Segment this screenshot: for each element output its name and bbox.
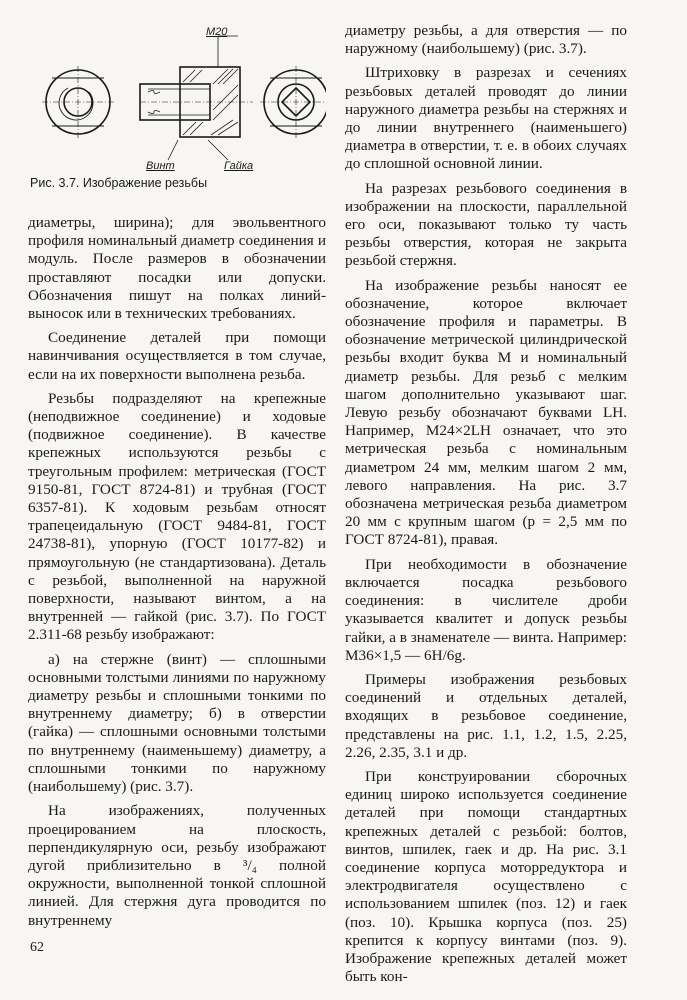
thread-drawing bbox=[28, 22, 326, 172]
figure-caption: Рис. 3.7. Изображение резьбы bbox=[30, 176, 208, 190]
paragraph: При необходимости в обозначение включается посадка резьбового соединения: в числителе дроби указывается квалитет и допуск резьбы гайки, а в знаменателе — винта. Например: M36×1,5 — 6H/6g. bbox=[345, 555, 627, 664]
paragraph: Штриховку в разрезах и сечениях резьбовых деталей проводят до линии наружного диаметра резьбы на стержнях и до линии внутреннего (наименьшего) диаметра в отверстии, т. е. в обоих случаях до сплошной основной линии. bbox=[345, 64, 627, 173]
paragraph: На разрезах резьбового соединения в изображении на плоскости, параллельной его оси, показывают только ту часть резьбы отверстия, которая не закрыта резьбой стержня. bbox=[345, 179, 627, 270]
paragraph: При конструировании сборочных единиц широко используется соединение деталей при помощи стандартных крепежных деталей с резьбой: болтов, винтов, шпилек, гаек и др. На рис. 3.1 соединение корпуса моторредуктора и электродвигателя осуществлено с использованием шпилек (поз. 12) и гаек (поз. 10). Крышка корпуса (поз. 25) крепится к корпусу винтами (поз. 9). Изображение крепежных деталей может быть кон- bbox=[345, 767, 627, 986]
left-column bbox=[28, 214, 326, 930]
paragraph: Примеры изображения резьбовых соединений и отдельных деталей, входящих в резьбовое соединение, представлены на рис. 1.1, 1.2, 1.5, 2.25, 2.26, 2.35, 3.1 и др. bbox=[345, 670, 627, 761]
paragraph: диаметру резьбы, а для отверстия — по наружному (наибольшему) (рис. 3.7). bbox=[345, 22, 627, 58]
right-column bbox=[345, 22, 627, 986]
screw-label: Винт bbox=[146, 160, 175, 172]
thread-figure bbox=[28, 22, 326, 187]
paragraph: Соединение деталей при помощи навинчивания осуществляется в том случае, если на их поверхности выполнена резьба. bbox=[28, 329, 326, 383]
page-number: 62 bbox=[30, 940, 44, 955]
paragraph: На изображение резьбы наносят ее обозначение, которое включает обозначение профиля и параметры. В обозначение метрической цилиндрической резьбы входит буква М и номинальный диаметр резьбы. Для резьб с мелким шагом дополнительно указывают шаг. Левую резьбу обозначают буквами LH. Например, M24×2LH означает, что это метрическая резьба с номинальным диаметром 24 мм, мелким шагом 2 мм, левого направления. На рис. 3.7 обозначена метрическая резьба диаметром 20 мм с крупным шагом (p = 2,5 мм по ГОСТ 8724-81), правая. bbox=[345, 276, 627, 549]
paragraph: диаметры, ширина); для эвольвентного профиля номинальный диаметр соединения и модуль. После размеров в обозначении проставляют посадки или допуски. Обозначения пишут на полках линий-выносок или в технических требованиях. bbox=[28, 214, 326, 323]
paragraph: Резьбы подразделяют на крепежные (неподвижное соединение) и ходовые (подвижное соединение). В качестве крепежных используются резьбы с треугольным профилем: метрическая (ГОСТ 9150-81, ГОСТ 8724-81) и трубная (ГОСТ 6357-81). К ходовым резьбам относят трапецеидальную (ГОСТ 9484-81, ГОСТ 24738-81), упорную (ГОСТ 10177-82) и прямоугольную (не стандартизована). Деталь с резьбой, выполненной на наружной поверхности, называют винтом, а на внутренней — гайкой (рис. 3.7). По ГОСТ 2.311-68 резьбу изображают: bbox=[28, 389, 326, 644]
thread-label: M20 bbox=[206, 26, 228, 38]
paragraph: а) на стержне (винт) — сплошными основными толстыми линиями по наружному диаметру резьбы и сплошными тонкими по внутреннему диаметру; б) в отверстии (гайка) — сплошными основными толстыми по внутреннему (наименьшему) диаметру, а сплошными тонкими по наружному (наибольшему) (рис. 3.7). bbox=[28, 650, 326, 796]
nut-label: Гайка bbox=[224, 160, 254, 172]
paragraph: На изображениях, полученных проецированием на плоскость, перпендикулярную оси, резьбу изображают дугой приблизительно в ³/₄ полной окружности, выполненной тонкой сплошной линией. Для стержня дуга проводится по внутреннему bbox=[28, 802, 326, 929]
